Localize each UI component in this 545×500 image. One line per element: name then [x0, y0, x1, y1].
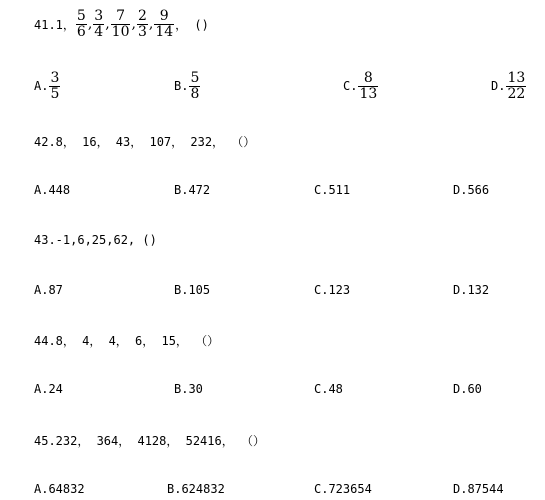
option-b[interactable]: B.105 [174, 283, 211, 297]
question-45: 45.232， 364， 4128， 52416， （） [34, 434, 265, 448]
option-b[interactable]: B.472 [174, 183, 211, 197]
fraction-1: $\frac{5}{6}$ [76, 7, 86, 40]
separator: , [105, 16, 110, 32]
separator: , [87, 16, 93, 32]
fraction-3: $\frac{7}{10}$ [111, 7, 130, 40]
option-c[interactable]: C. $\frac{8}{13}$ [343, 69, 378, 102]
option-d[interactable]: D.132 [453, 283, 490, 297]
question-42-options [0, 183, 545, 213]
separator: , [148, 16, 154, 32]
fraction-4: $\frac{2}{3}$ [137, 7, 147, 40]
option-a[interactable]: A.24 [34, 382, 63, 396]
question-43-options [0, 283, 545, 313]
question-41-suffix: ， () [175, 17, 209, 32]
option-b[interactable]: B. $\frac{5}{8}$ [174, 69, 200, 102]
question-43: 43.-1,6,25,62, () [34, 233, 157, 247]
option-c[interactable]: C.511 [314, 183, 351, 197]
option-b[interactable]: B.30 [174, 382, 203, 396]
option-a[interactable]: A.64832 [34, 482, 85, 496]
option-c[interactable]: C.123 [314, 283, 351, 297]
separator: , [131, 16, 136, 32]
option-a[interactable]: A.87 [34, 283, 63, 297]
question-42: 42.8， 16， 43， 107， 232， （） [34, 135, 256, 149]
option-d[interactable]: D.60 [453, 382, 482, 396]
option-a[interactable]: A. $\frac{3}{5}$ [34, 69, 60, 102]
fraction-5: $\frac{9}{14}$ [155, 7, 174, 40]
question-44-options [0, 382, 545, 412]
option-d[interactable]: D. $\frac{13}{22}$ [491, 69, 526, 102]
option-c[interactable]: C.48 [314, 382, 343, 396]
option-d[interactable]: D.566 [453, 183, 490, 197]
option-c[interactable]: C.723654 [314, 482, 372, 496]
question-41 [34, 4, 209, 44]
question-44: 44.8， 4， 4， 6， 15， （） [34, 334, 220, 348]
fraction-2: $\frac{3}{4}$ [94, 7, 104, 40]
option-b[interactable]: B.624832 [167, 482, 225, 496]
question-41-options [0, 66, 545, 106]
question-41-prefix: 41.1， [34, 17, 75, 32]
question-45-options [0, 482, 545, 500]
option-a[interactable]: A.448 [34, 183, 71, 197]
option-d[interactable]: D.87544 [453, 482, 504, 496]
